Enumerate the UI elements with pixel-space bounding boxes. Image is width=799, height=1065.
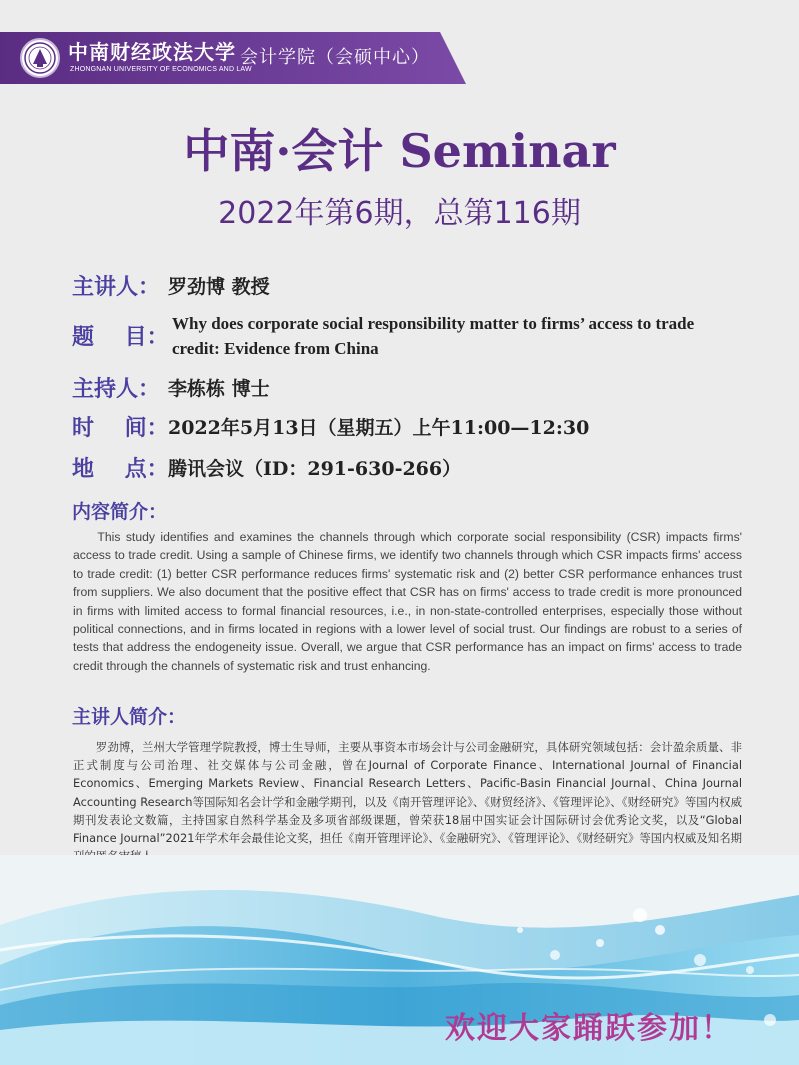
bio-text: 罗劲博，兰州大学管理学院教授，博士生导师，主要从事资本市场会计与公司金融研究，具体研究领域包括：会计盈余质量、非正式制度与公司治理、社交媒体与公司金融，曾在Journal of Corporate Finance、International Journal of Financial Economics、Emerging Markets Review、Financial Research Letters、Pacific-Basin Financial Journal、China Journal Accounting Research等国际知名会计学和金融学期刊，以及《南开管理评论》、《财贸经济》、《管理评论》、《财经研究》等国内权威期刊发表论文数篇，主持国家自然科学基金及多项省部级课题，曾荣获18届中国实证会计国际研讨会优秀论文奖，以及“Global Finance Journal”2021年学术年会最佳论文奖，担任《南开管理评论》、《金融研究》、《管理评论》、《财经研究》等国内权威及知名期 [73, 740, 742, 846]
school-name-en: ZHONGNAN UNIVERSITY OF ECONOMICS AND LAW [70, 66, 252, 73]
bio-heading: 主讲人简介： [72, 706, 187, 728]
time-label: 时 间： [72, 416, 169, 441]
topic-label: 题 目： [72, 325, 169, 350]
topic-value: Why does corporate social responsibility matter to firms’ access to trade credit: Evidence from China [172, 314, 695, 358]
host-label: 主持人： [72, 377, 161, 402]
seminar-title: 中南·会计 Seminar [183, 124, 616, 178]
speaker-value: 罗劲博 教授 [168, 276, 270, 298]
department-name: 会计学院（会硕中心） [240, 47, 430, 68]
welcome-text: 欢迎大家踊跃参加！ [445, 1011, 733, 1046]
issue-number: 2022年第6期，总第116期 [218, 196, 581, 231]
school-name-cn: 中南财经政法大学 [68, 40, 236, 64]
time-value: 2022年5月13日（星期五）上午11:00—12:30 [168, 417, 590, 439]
speaker-label: 主讲人： [72, 275, 161, 300]
abstract-text: This study identifies and examines the channels through which corporate social responsibility (CSR) impacts firms' access to trade credit. Using a sample of Chinese firms, we identify two channels through which CSR impacts firms' access to trade credit: (1) better CSR performance reduces firms' systematic risk and (2) better CSR performance enhances trust from suppliers. We also document that the positive effect that CSR has on firms' access to trade credit is more pronounced in firms with limited access to formal financial resources, i.e., in non-state-controlled enterprises, especially those without political connections, and in firms located in regions with a lower level of social trust. Our findings are robust to a series of tests that address the endogeneity issue. Overall, we argue that CSR performance has an impact on firms' access to trade credit through the channels of systematic risk and trust enhancing. [73, 530, 742, 673]
abstract-heading: 内容简介： [72, 501, 168, 523]
host-value: 李栋栋 博士 [168, 378, 270, 400]
university-seal-icon [20, 38, 60, 78]
place-value: 腾讯会议（ID：291-630-266） [168, 458, 462, 480]
place-label: 地 点： [72, 457, 169, 482]
